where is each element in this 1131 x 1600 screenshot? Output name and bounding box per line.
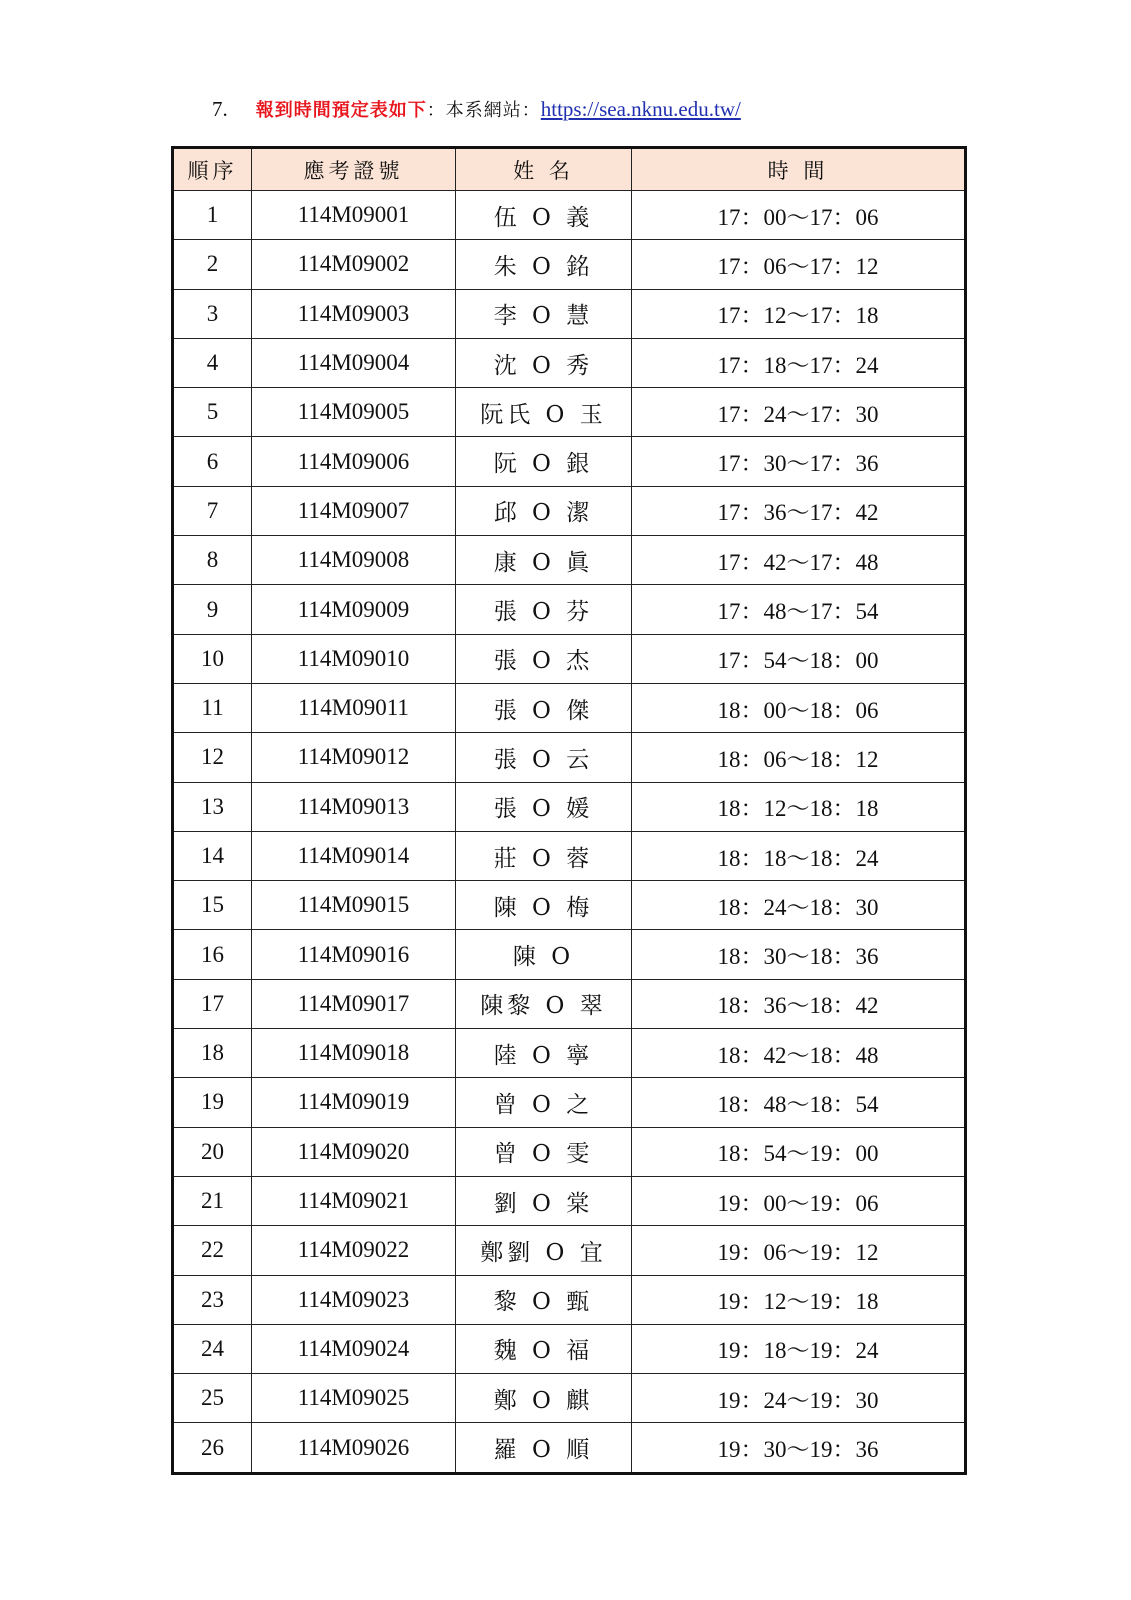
cell-time: 17：06～17：12: [632, 240, 966, 289]
cell-name: 陳 O 梅: [456, 881, 632, 930]
cell-name: 陸 O 寧: [456, 1029, 632, 1078]
cell-name: 沈 O 秀: [456, 338, 632, 387]
table-row: [173, 1176, 966, 1225]
table-row: [173, 1423, 966, 1473]
cell-time: 18：30～18：36: [632, 930, 966, 979]
cell-name: 阮 O 銀: [456, 437, 632, 486]
cell-exam-number: 114M09023: [252, 1275, 456, 1324]
cell-order: 5: [173, 388, 252, 437]
cell-time: 17：48～17：54: [632, 585, 966, 634]
table-row: [173, 240, 966, 289]
cell-name: 劉 O 棠: [456, 1176, 632, 1225]
cell-order: 9: [173, 585, 252, 634]
cell-exam-number: 114M09025: [252, 1374, 456, 1423]
cell-name: 邱 O 潔: [456, 486, 632, 535]
cell-order: 3: [173, 289, 252, 338]
table-row: [173, 634, 966, 683]
cell-exam-number: 114M09021: [252, 1176, 456, 1225]
table-row: [173, 338, 966, 387]
section-heading: [212, 92, 741, 126]
table-row: [173, 1226, 966, 1275]
cell-exam-number: 114M09020: [252, 1127, 456, 1176]
cell-name: 張 O 杰: [456, 634, 632, 683]
table-row: [173, 930, 966, 979]
cell-exam-number: 114M09005: [252, 388, 456, 437]
cell-order: 17: [173, 979, 252, 1028]
cell-exam-number: 114M09010: [252, 634, 456, 683]
cell-name: 康 O 眞: [456, 536, 632, 585]
check-in-schedule-table: [171, 146, 967, 1475]
table-row: [173, 486, 966, 535]
cell-time: 18：54～19：00: [632, 1127, 966, 1176]
cell-order: 22: [173, 1226, 252, 1275]
cell-order: 10: [173, 634, 252, 683]
cell-order: 21: [173, 1176, 252, 1225]
column-header-time: 時 間: [632, 148, 966, 191]
cell-name: 朱 O 銘: [456, 240, 632, 289]
cell-exam-number: 114M09003: [252, 289, 456, 338]
cell-time: 17：00～17：06: [632, 191, 966, 240]
cell-name: 張 O 芬: [456, 585, 632, 634]
table-row: [173, 585, 966, 634]
table-row: [173, 733, 966, 782]
cell-name: 黎 O 甄: [456, 1275, 632, 1324]
table-row: [173, 1078, 966, 1127]
table-row: [173, 437, 966, 486]
column-header-exam-number: 應考證號: [252, 148, 456, 191]
cell-exam-number: 114M09013: [252, 782, 456, 831]
table-row: [173, 782, 966, 831]
cell-order: 11: [173, 683, 252, 732]
cell-order: 18: [173, 1029, 252, 1078]
cell-name: 羅 O 順: [456, 1423, 632, 1473]
cell-order: 16: [173, 930, 252, 979]
cell-order: 26: [173, 1423, 252, 1473]
cell-exam-number: 114M09024: [252, 1324, 456, 1373]
cell-name: 伍 O 義: [456, 191, 632, 240]
table-row: [173, 1275, 966, 1324]
cell-name: 張 O 云: [456, 733, 632, 782]
cell-time: 19：18～19：24: [632, 1324, 966, 1373]
cell-name: 莊 O 蓉: [456, 831, 632, 880]
table-row: [173, 1127, 966, 1176]
cell-exam-number: 114M09004: [252, 338, 456, 387]
cell-time: 18：36～18：42: [632, 979, 966, 1028]
cell-name: 陳 O: [456, 930, 632, 979]
table-row: [173, 289, 966, 338]
cell-order: 20: [173, 1127, 252, 1176]
column-header-name: 姓 名: [456, 148, 632, 191]
department-website-link[interactable]: https://sea.nknu.edu.tw/: [540, 96, 741, 121]
cell-time: 17：12～17：18: [632, 289, 966, 338]
cell-name: 鄭劉 O 宜: [456, 1226, 632, 1275]
cell-time: 17：54～18：00: [632, 634, 966, 683]
cell-time: 17：18～17：24: [632, 338, 966, 387]
section-title: 報到時間預定表如下: [255, 100, 427, 121]
table-row: [173, 1374, 966, 1423]
cell-time: 18：24～18：30: [632, 881, 966, 930]
cell-order: 25: [173, 1374, 252, 1423]
cell-order: 4: [173, 338, 252, 387]
cell-time: 19：30～19：36: [632, 1423, 966, 1473]
cell-time: 17：36～17：42: [632, 486, 966, 535]
table-row: [173, 536, 966, 585]
cell-name: 張 O 媛: [456, 782, 632, 831]
cell-exam-number: 114M09008: [252, 536, 456, 585]
cell-order: 6: [173, 437, 252, 486]
cell-time: 19：12～19：18: [632, 1275, 966, 1324]
cell-order: 24: [173, 1324, 252, 1373]
cell-time: 17：24～17：30: [632, 388, 966, 437]
cell-order: 7: [173, 486, 252, 535]
cell-exam-number: 114M09022: [252, 1226, 456, 1275]
cell-exam-number: 114M09019: [252, 1078, 456, 1127]
table-row: [173, 683, 966, 732]
table-row: [173, 831, 966, 880]
table-header-row: [173, 148, 966, 191]
cell-order: 1: [173, 191, 252, 240]
cell-order: 14: [173, 831, 252, 880]
cell-name: 鄭 O 麒: [456, 1374, 632, 1423]
cell-exam-number: 114M09006: [252, 437, 456, 486]
cell-name: 陳黎 O 翠: [456, 979, 632, 1028]
cell-exam-number: 114M09026: [252, 1423, 456, 1473]
cell-time: 18：12～18：18: [632, 782, 966, 831]
cell-order: 12: [173, 733, 252, 782]
column-header-order: 順序: [173, 148, 252, 191]
table-row: [173, 191, 966, 240]
cell-time: 17：30～17：36: [632, 437, 966, 486]
table-row: [173, 1324, 966, 1373]
cell-time: 19：24～19：30: [632, 1374, 966, 1423]
cell-name: 曾 O 之: [456, 1078, 632, 1127]
cell-exam-number: 114M09016: [252, 930, 456, 979]
cell-exam-number: 114M09017: [252, 979, 456, 1028]
cell-time: 18：48～18：54: [632, 1078, 966, 1127]
cell-order: 2: [173, 240, 252, 289]
cell-time: 18：42～18：48: [632, 1029, 966, 1078]
cell-time: 18：00～18：06: [632, 683, 966, 732]
table-row: [173, 881, 966, 930]
cell-name: 曾 O 雯: [456, 1127, 632, 1176]
cell-name: 李 O 慧: [456, 289, 632, 338]
cell-time: 18：18～18：24: [632, 831, 966, 880]
cell-exam-number: 114M09018: [252, 1029, 456, 1078]
cell-order: 8: [173, 536, 252, 585]
cell-time: 18：06～18：12: [632, 733, 966, 782]
cell-name: 張 O 傑: [456, 683, 632, 732]
cell-name: 阮氏 O 玉: [456, 388, 632, 437]
cell-exam-number: 114M09009: [252, 585, 456, 634]
section-number: 7.: [212, 96, 228, 121]
cell-exam-number: 114M09001: [252, 191, 456, 240]
cell-exam-number: 114M09015: [252, 881, 456, 930]
table-row: [173, 979, 966, 1028]
cell-exam-number: 114M09014: [252, 831, 456, 880]
cell-time: 19：06～19：12: [632, 1226, 966, 1275]
cell-order: 19: [173, 1078, 252, 1127]
website-label: ：本系網站：: [426, 100, 541, 121]
table-body: [173, 191, 966, 1474]
cell-order: 15: [173, 881, 252, 930]
cell-exam-number: 114M09002: [252, 240, 456, 289]
cell-order: 23: [173, 1275, 252, 1324]
cell-exam-number: 114M09007: [252, 486, 456, 535]
table-row: [173, 388, 966, 437]
cell-exam-number: 114M09011: [252, 683, 456, 732]
cell-time: 17：42～17：48: [632, 536, 966, 585]
cell-exam-number: 114M09012: [252, 733, 456, 782]
cell-time: 19：00～19：06: [632, 1176, 966, 1225]
table-row: [173, 1029, 966, 1078]
cell-order: 13: [173, 782, 252, 831]
cell-name: 魏 O 福: [456, 1324, 632, 1373]
